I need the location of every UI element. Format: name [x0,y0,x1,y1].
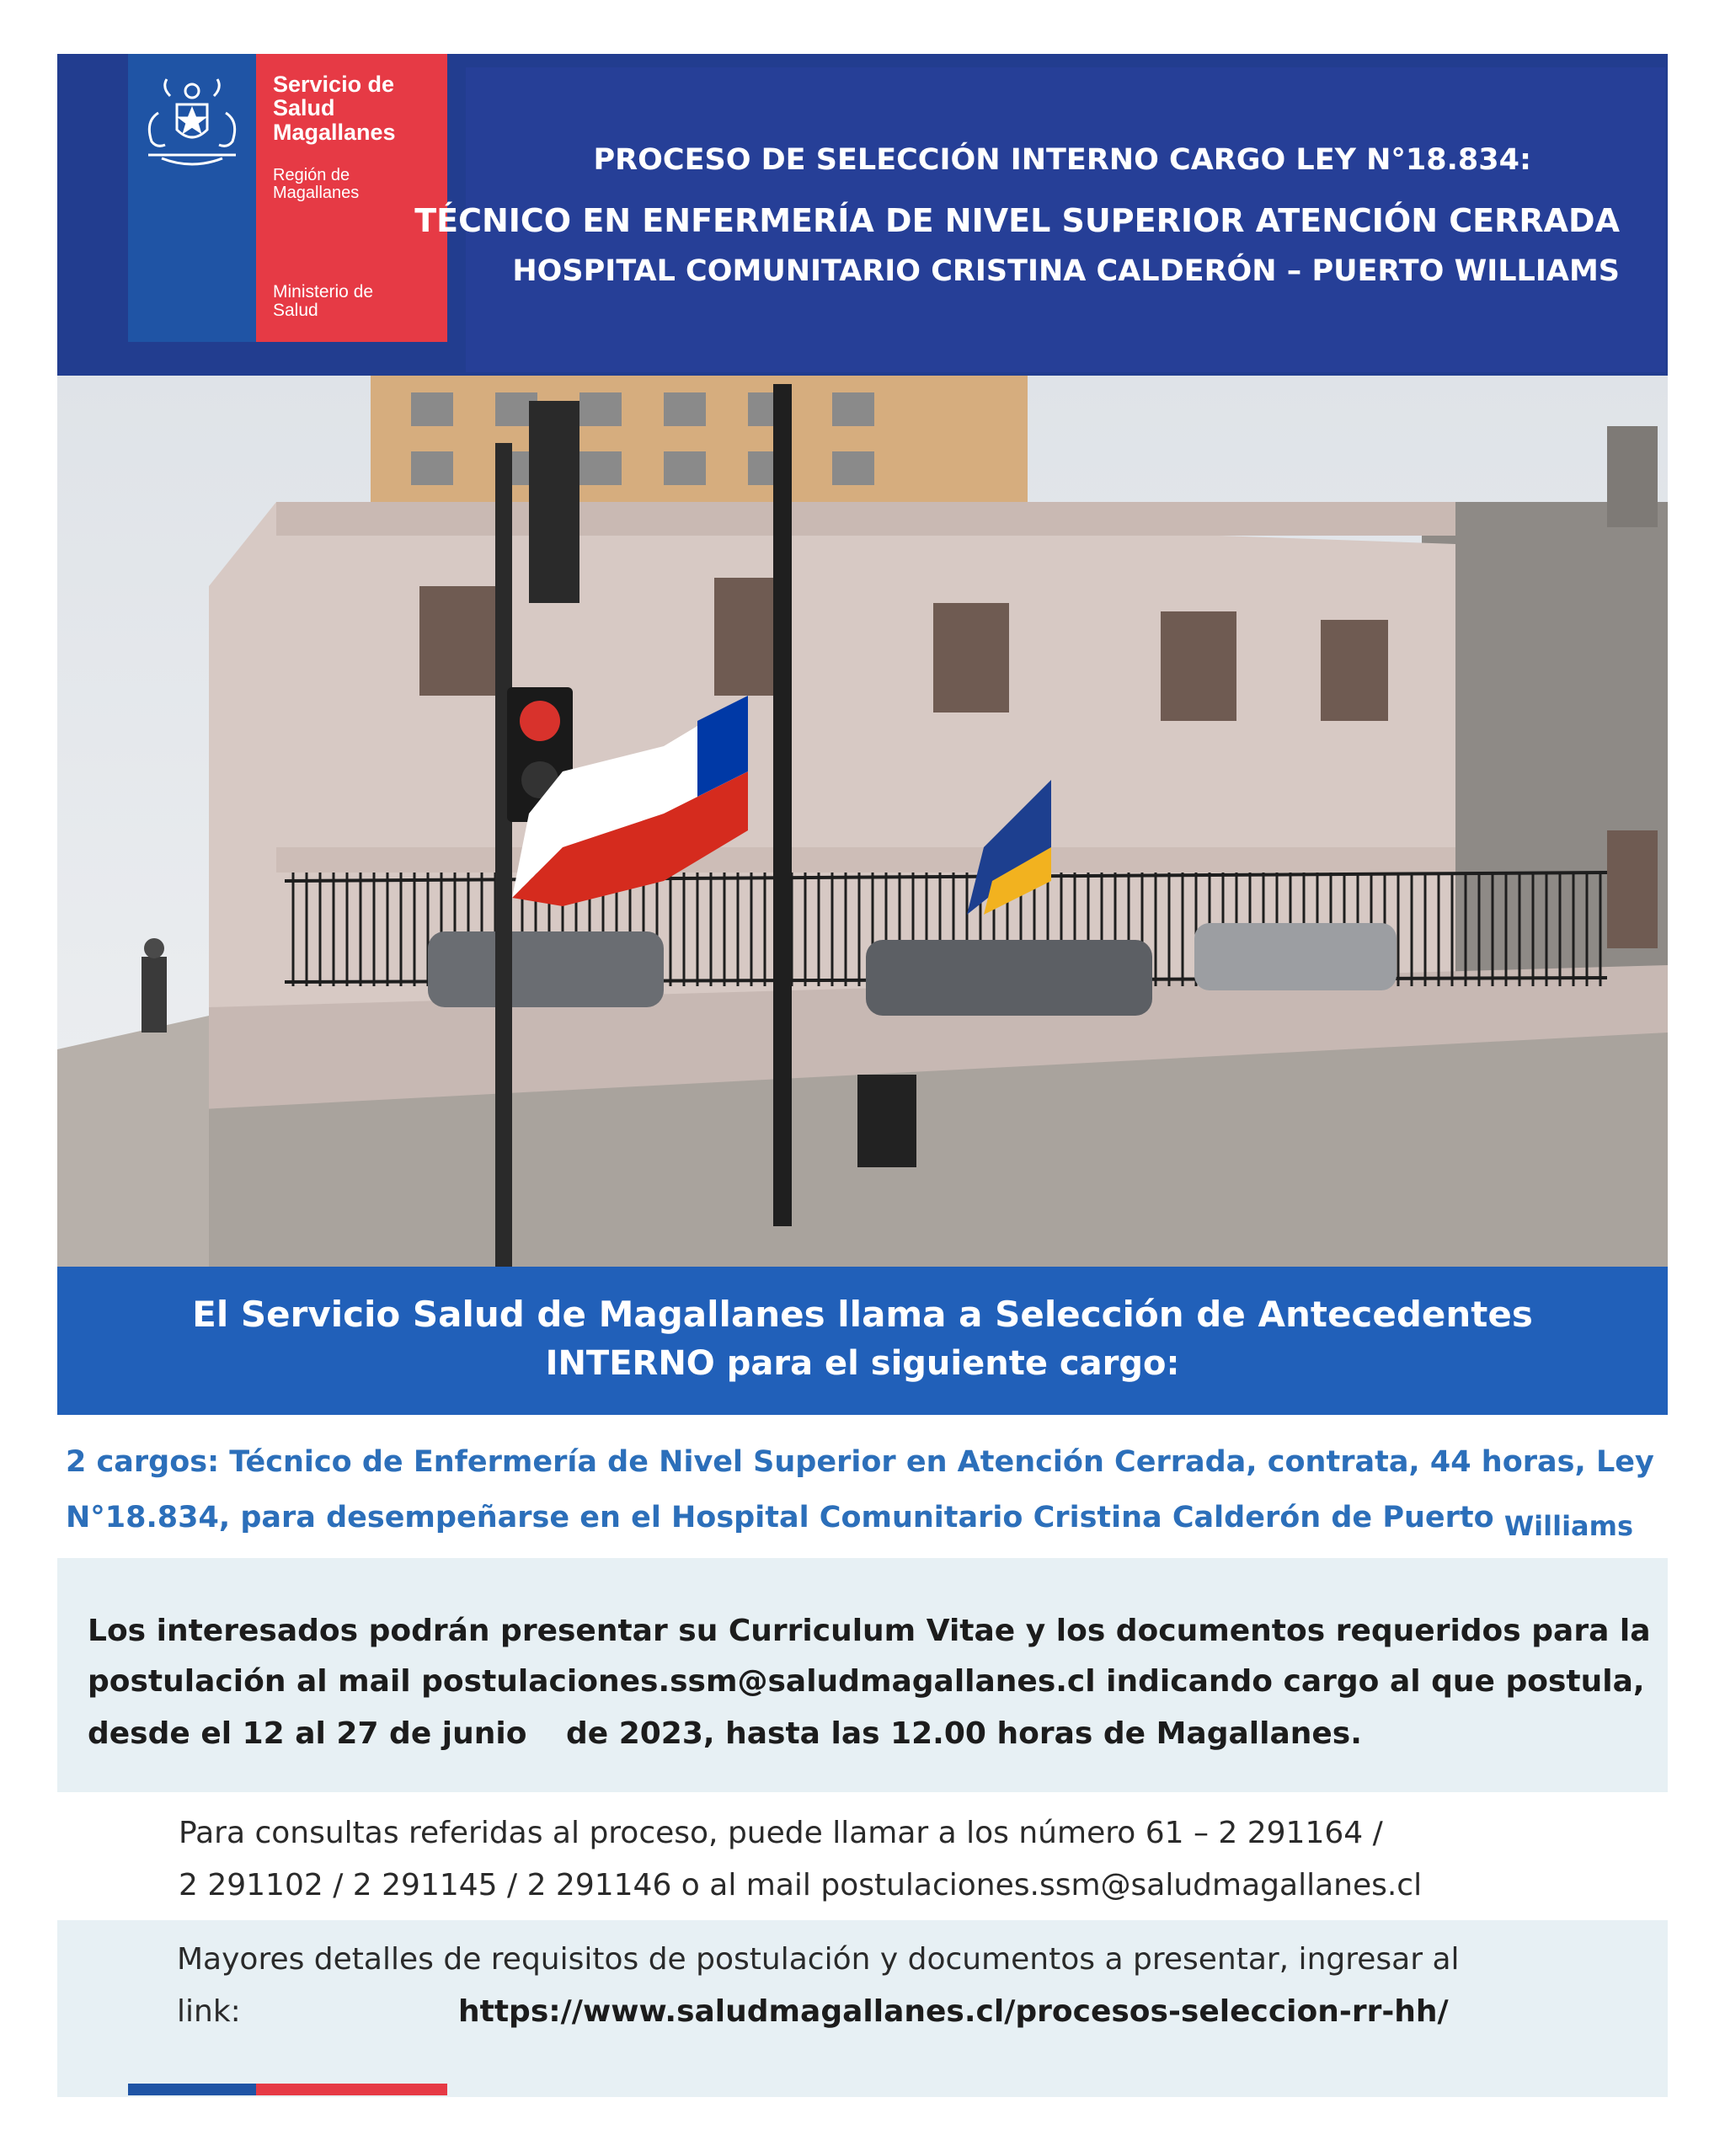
logo-region-1: Región de [273,166,350,184]
details-link-label: link: [177,1994,241,2029]
info-line-3 [88,1716,1362,1751]
logo-red-block [256,54,447,342]
banner-line-1: El Servicio Salud de Magallanes llama a Selección de Antecedentes [192,1294,1533,1335]
info-line-1: Los interesados podrán presentar su Curriculum Vitae y los documentos requeridos para la [88,1614,1651,1648]
logo-ministry-2: Salud [273,301,318,321]
positions-line-2-text: N°18.834, para desempeñarse en el Hospital Comunitario Cristina Calderón de Puerto [66,1501,1494,1534]
contact-line-2: 2 291102 / 2 291145 / 2 291146 o al mail postulaciones.ssm@saludmagallanes.cl [179,1868,1423,1903]
logo-line-3: Magallanes [273,119,396,145]
banner-line-2: INTERNO para el siguiente cargo: [545,1344,1180,1383]
footer-strip-red [256,2084,447,2095]
details-url-link[interactable]: https://www.saludmagallanes.cl/procesos-seleccion-rr-hh/ [458,1994,1449,2029]
call-banner [57,1267,1668,1415]
logo-line-1: Servicio de [273,72,395,97]
info-line-2: postulación al mail postulaciones.ssm@saludmagallanes.cl indicando cargo al que postula, [88,1664,1645,1699]
footer-strip-blue [128,2084,256,2095]
hospital-photo [57,376,1668,1267]
logo-region [273,167,359,202]
positions-line-2-end: Williams [1503,1510,1634,1542]
logo-line-2: Salud [273,95,335,121]
header-line-3: HOSPITAL COMUNITARIO CRISTINA CALDERÓN – PUERTO WILLIAMS [512,254,1620,288]
hospital-building-illustration [57,376,1668,1267]
logo-ministry-1: Ministerio de [273,282,374,302]
logo-ministry [273,283,373,320]
logo-region-2: Magallanes [273,184,360,202]
logo-blue-block [128,54,256,342]
info-line-3b: de 2023, hasta las 12.00 horas de Magallanes. [565,1716,1362,1751]
header-line-2: TÉCNICO EN ENFERMERÍA DE NIVEL SUPERIOR ATENCIÓN CERRADA [414,202,1620,239]
coat-of-arms-icon [128,71,256,180]
contact-line-1: Para consultas referidas al proceso, puede llamar a los número 61 – 2 291164 / [179,1816,1383,1850]
logo-org-name [273,72,396,144]
info-line-3a: desde el 12 al 27 de junio [88,1716,527,1751]
positions-line-2 [66,1501,1634,1542]
header-line-1: PROCESO DE SELECCIÓN INTERNO CARGO LEY N°18.834: [593,143,1531,177]
details-line-1: Mayores detalles de requisitos de postulación y documentos a presentar, ingresar al [177,1942,1460,1977]
positions-line-1: 2 cargos: Técnico de Enfermería de Nivel Superior en Atención Cerrada, contrata, 44 horas, Ley [66,1445,1654,1479]
